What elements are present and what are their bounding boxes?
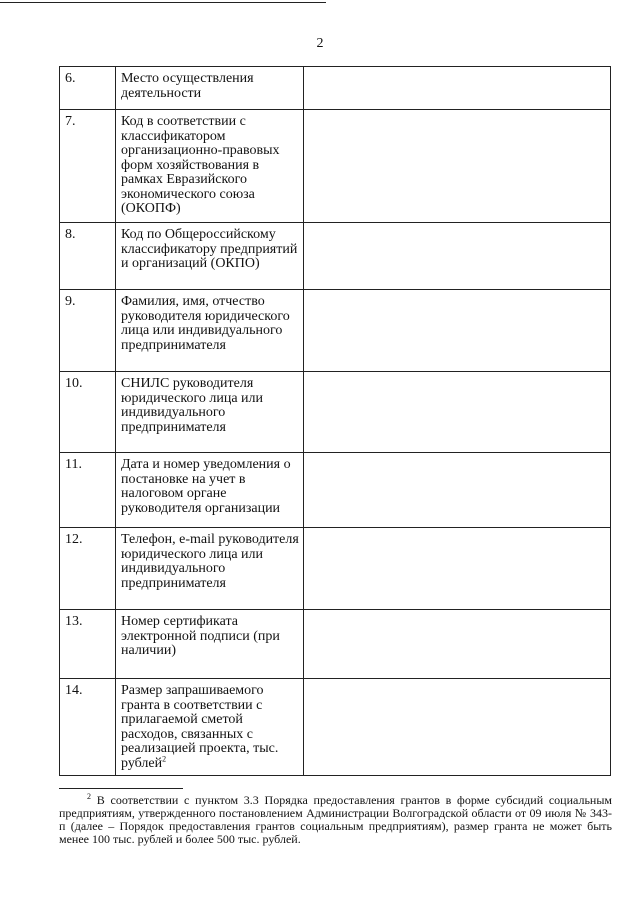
table-row [60, 290, 611, 372]
page-number: 2 [316, 36, 324, 51]
footnote-text: В соответствии с пунктом 3.3 Порядка предоставления грантов в форме субсидий социальным предприятиям, утвержденного постановлением Администрации Волгоградской области от 09 июля № 343-п (далее – Порядок предоставления грантов социальным предприятиям), размер гранта не может быть менее 100 тыс. рублей и более 500 тыс. рублей. [59, 793, 613, 846]
row-value-cell[interactable] [304, 372, 611, 453]
row-number: 7. [60, 110, 116, 223]
row-label-text: Размер запрашиваемого гранта в соответствии с прилагаемой сметой расходов, связанных с реализацией проекта, тыс. рублей [121, 683, 279, 771]
row-value-cell[interactable] [304, 223, 611, 290]
row-label: Код в соответствии с классификатором организационно-правовых форм хозяйствования в рамках Евразийского экономического союза (ОКОПФ) [116, 110, 304, 223]
row-number: 9. [60, 290, 116, 372]
row-label: Место осуществления деятельности [116, 67, 304, 110]
row-number: 6. [60, 67, 116, 110]
table-row [60, 453, 611, 528]
table-row [60, 610, 611, 679]
table-row [60, 372, 611, 453]
application-form-table [59, 66, 611, 776]
row-number: 8. [60, 223, 116, 290]
table-row [60, 223, 611, 290]
footnote-marker: 2 [87, 792, 91, 801]
footnote-reference: 2 [162, 753, 167, 763]
row-label: Дата и номер уведомления о постановке на учет в налоговом органе руководителя организации [116, 453, 304, 528]
row-number: 13. [60, 610, 116, 679]
table-row [60, 67, 611, 110]
row-label: Номер сертификата электронной подписи (при наличии) [116, 610, 304, 679]
row-value-cell[interactable] [304, 110, 611, 223]
row-label [116, 679, 304, 776]
row-value-cell[interactable] [304, 610, 611, 679]
row-number: 12. [60, 528, 116, 610]
row-value-cell[interactable] [304, 679, 611, 776]
row-label: Код по Общероссийскому классификатору предприятий и организаций (ОКПО) [116, 223, 304, 290]
row-number: 10. [60, 372, 116, 453]
table-row [60, 679, 611, 776]
row-label: Телефон, e-mail руководителя юридического лица или индивидуального предпринимателя [116, 528, 304, 610]
row-label: СНИЛС руководителя юридического лица или индивидуального предпринимателя [116, 372, 304, 453]
row-value-cell[interactable] [304, 453, 611, 528]
top-rule [0, 2, 326, 3]
table-row [60, 110, 611, 223]
footnote [59, 794, 612, 846]
row-label: Фамилия, имя, отчество руководителя юридического лица или индивидуального предпринимателя [116, 290, 304, 372]
row-number: 14. [60, 679, 116, 776]
row-value-cell[interactable] [304, 528, 611, 610]
table-row [60, 528, 611, 610]
row-value-cell[interactable] [304, 67, 611, 110]
row-number: 11. [60, 453, 116, 528]
footnote-separator [59, 788, 183, 789]
row-value-cell[interactable] [304, 290, 611, 372]
